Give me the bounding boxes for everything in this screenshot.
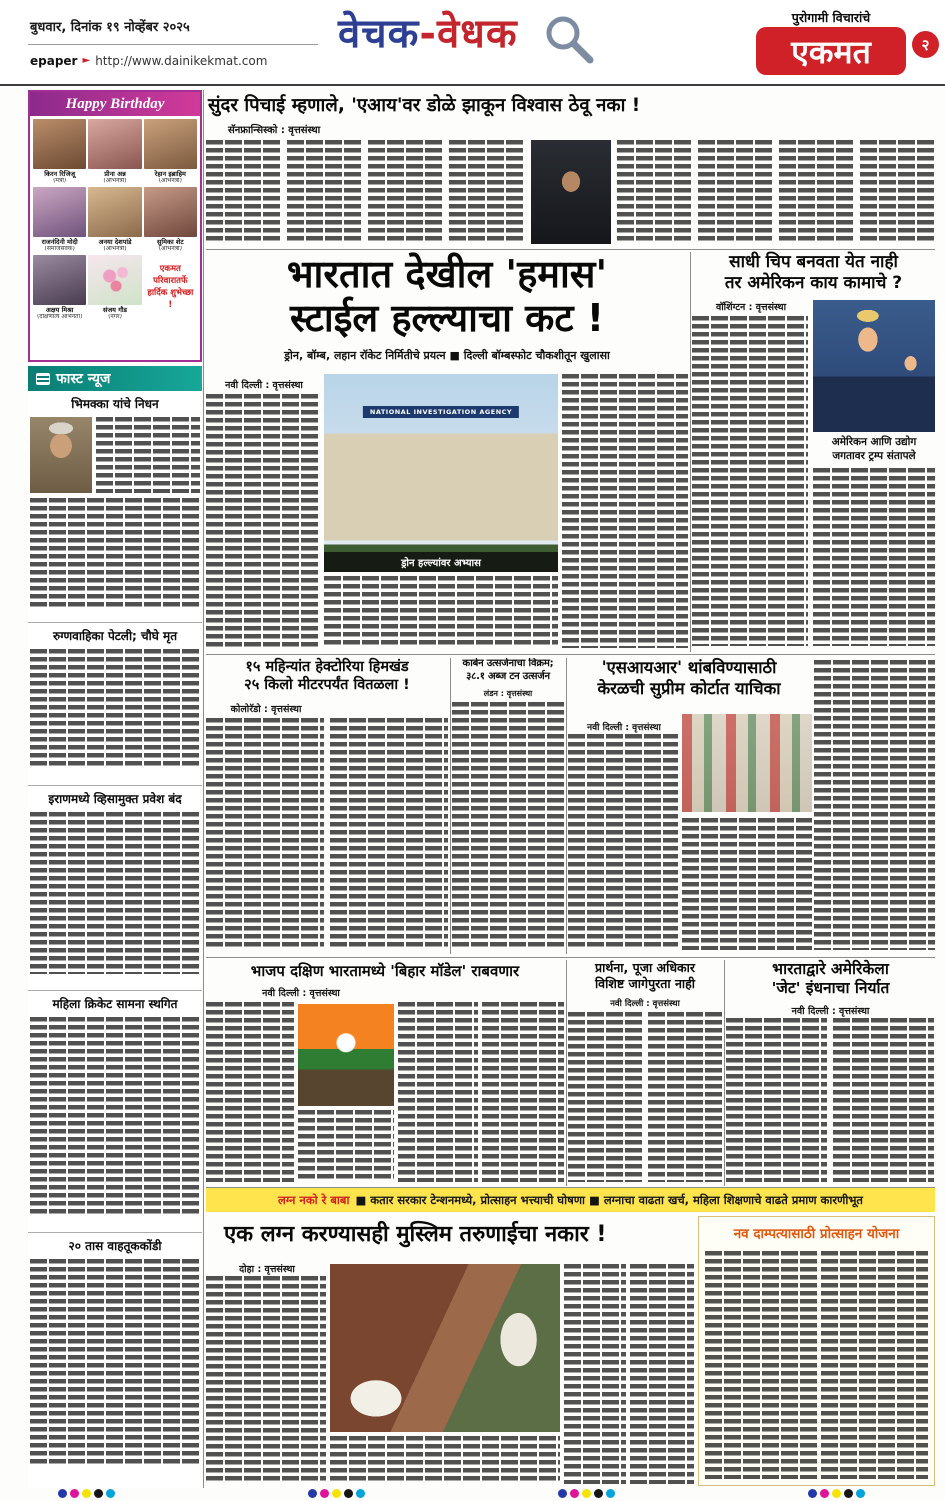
strip-detail-text: ■ कतार सरकार टेन्शनमध्ये, प्रोत्साहन भत्त्याची घोषणा ■ लग्नाचा वाढता खर्च, महिला शिक्षणाचे वाढते प्रमाण कारणीभूत: [355, 1192, 863, 1207]
dateline: नवी दिल्ली : वृत्तसंस्था: [791, 1006, 870, 1017]
dateline: नवी दिल्ली : वृत्तसंस्था: [225, 380, 303, 391]
body-text: [698, 140, 773, 244]
birthday-person-name: सुमिका शेट: [157, 238, 184, 247]
article-headline: [568, 960, 722, 991]
body-text: [298, 1110, 394, 1182]
registration-dot: [856, 1489, 865, 1498]
birthday-person: [88, 187, 141, 253]
fast-news-item: [28, 786, 202, 991]
body-text: [452, 702, 564, 950]
article-headline: [452, 658, 564, 683]
registration-dot: [808, 1489, 817, 1498]
fast-news-title: फास्ट न्यूज: [56, 371, 111, 387]
divider: [206, 249, 935, 250]
body-text: [630, 1264, 694, 1484]
birthday-person-role: (मंत्री): [53, 178, 67, 185]
fast-news-lead: [30, 417, 200, 493]
fast-news-headline: २० तास वाहतूककोंडी: [68, 1239, 162, 1253]
body-text: [206, 394, 320, 648]
fast-news-item: [28, 623, 202, 786]
teaser-strip: [206, 1188, 935, 1212]
epaper-label[interactable]: epaper: [30, 54, 78, 68]
body-text: [324, 576, 558, 648]
date-line: बुधवार, दिनांक १९ नोव्हेंबर २०२५: [30, 20, 190, 35]
body-text: [368, 140, 443, 244]
article-bjp-bihar-model: [206, 960, 564, 1186]
body-text: [398, 1002, 478, 1182]
registration-dot: [820, 1489, 829, 1498]
registration-dot: [106, 1489, 115, 1498]
birthday-person-role: (समाजसेवक): [44, 246, 75, 253]
article-sir-kerala-petition: [568, 658, 935, 954]
dateline: दोहा : वृत्तसंस्था: [239, 1264, 295, 1275]
caption-line-1: अमेरिकन आणि उद्योग: [831, 436, 917, 448]
dateline: सॅनफ्रान्सिस्को : वृत्तसंस्था: [228, 125, 321, 136]
registration-dot: [82, 1489, 91, 1498]
epaper-line: [30, 54, 267, 68]
body-text: [449, 140, 524, 244]
birthday-wish-text: एकमत परिवारातर्फे हार्दिक शुभेच्छा !: [147, 264, 194, 310]
divider: [206, 957, 935, 958]
birthday-portrait-photo: [33, 255, 86, 305]
dateline: कोलोरॅडो : वृत्तसंस्था: [230, 704, 302, 715]
birthday-person-name: राजनंदिनी मोदी: [41, 238, 78, 247]
incentive-scheme-box: [698, 1216, 935, 1486]
body-text: [287, 140, 362, 244]
epaper-arrow-icon: ►: [82, 55, 91, 66]
article-headline: [206, 252, 688, 340]
divider: [206, 654, 935, 655]
article-headline: भाजप दक्षिण भारतामध्ये 'बिहार मॉडेल' राबवणार: [250, 962, 520, 980]
body-text: [562, 374, 688, 648]
registration-dot: [58, 1489, 67, 1498]
body-text: [648, 1012, 722, 1182]
body-text: [30, 812, 200, 974]
brand-tagline: पुरोगामी विचारांचे: [791, 10, 871, 25]
headline-line-1: 'एसआयआर' थांबविण्यासाठी: [601, 658, 777, 677]
body-text: [726, 1018, 827, 1182]
birthday-portrait-photo: [33, 187, 86, 237]
registration-dot: [606, 1489, 615, 1498]
masthead-word-1: वेचक: [338, 11, 420, 57]
fast-news-item: [28, 1233, 202, 1483]
article-headline: [692, 252, 935, 295]
birthday-portrait-photo: [88, 187, 141, 237]
headline-line-1: १५ महिन्यांत हेक्टोरिया हिमखंड: [245, 659, 409, 675]
article-body: [206, 374, 688, 650]
body-text: [482, 1002, 564, 1182]
photo-caption: ड्रोन हल्ल्यांवर अभ्यास: [324, 552, 558, 572]
birthday-person-name: किरन रिजिजू: [44, 170, 76, 178]
fast-news-item: [28, 391, 202, 623]
body-text: [30, 1017, 200, 1216]
headline-line-1: साधी चिप बनवता येत नाही: [729, 252, 898, 272]
birthday-person-name: अनया देशपांडे: [98, 238, 132, 247]
registration-dot: [332, 1489, 341, 1498]
headline-line-2: 'जेट' इंधनाचा निर्यात: [771, 979, 890, 998]
masthead-word-2: वेधक: [436, 11, 518, 57]
divider: [724, 960, 725, 1186]
birthday-person-role: (अभिनेत्री): [103, 246, 127, 253]
photo-bhimakka-portrait: [30, 417, 92, 493]
birthday-person-role: (अभिनेत्री): [103, 178, 127, 185]
article-subhead: ड्रोन, बॉम्ब, लहान रॉकेट निर्मितीचे प्रयत्न ■ दिल्ली बॉम्बस्फोट चौकशीतून खुलासा: [284, 349, 610, 362]
nia-building-sign: NATIONAL INVESTIGATION AGENCY: [363, 406, 519, 418]
birthday-person: [33, 255, 86, 321]
birthday-person-name: अक्षय मिश्रा: [45, 306, 74, 315]
article-pichai-ai: [206, 90, 935, 248]
article-columns: [206, 140, 935, 244]
registration-dot: [94, 1489, 103, 1498]
divider: [28, 44, 318, 45]
strip-lead-text: लग्न नको रे बाबा: [278, 1192, 350, 1207]
article-hamas-style-plot: [206, 252, 688, 652]
photo-sundar-pichai: [531, 140, 611, 244]
registration-dot: [344, 1489, 353, 1498]
article-headline: [568, 658, 810, 699]
photo-wedding-hands: [330, 1264, 560, 1432]
photo-caption: [813, 436, 935, 463]
print-registration-marks: [808, 1489, 865, 1498]
article-jet-fuel-export: [726, 960, 935, 1186]
body-text: [30, 498, 200, 608]
article-headline: [726, 960, 935, 999]
section-masthead: [338, 4, 518, 59]
happy-birthday-title: Happy Birthday: [30, 92, 200, 116]
fast-news-header: [28, 366, 202, 391]
article-marriage-refusal: [206, 1216, 935, 1488]
birthday-person-role: (नगर): [108, 314, 122, 321]
photo-bjp-flag: [298, 1004, 394, 1106]
headline-line-1: कार्बन उत्सर्जनाचा विक्रम;: [462, 658, 554, 669]
photo-donald-trump: [813, 300, 935, 432]
registration-dot: [70, 1489, 79, 1498]
birthday-portrait-photo: [33, 119, 86, 169]
dateline: नवी दिल्ली : वृत्तसंस्था: [610, 999, 680, 1009]
body-text: [705, 1251, 817, 1479]
photo-protest-crowd: [682, 714, 812, 812]
article-prayer-rights: [568, 960, 722, 1186]
photo-nia-building: [324, 374, 558, 572]
body-text: [30, 1259, 200, 1466]
article-carbon-emissions: [452, 658, 564, 954]
body-text: [568, 734, 678, 950]
page-header: [0, 0, 945, 86]
print-registration-marks: [558, 1489, 615, 1498]
registration-dot: [594, 1489, 603, 1498]
registration-dot: [308, 1489, 317, 1498]
epaper-url[interactable]: http://www.dainikekmat.com: [95, 54, 268, 68]
body-text: [206, 718, 324, 950]
article-headline: एक लग्न करण्यासही मुस्लिम तरुणाईचा नकार !: [224, 1222, 607, 1247]
box-title: नव दाम्पत्यासाठी प्रोत्साहन योजना: [733, 1226, 900, 1242]
magnifier-icon: [542, 12, 596, 66]
body-text: [206, 1002, 294, 1182]
registration-dot: [558, 1489, 567, 1498]
headline-line-2: स्टाईल हल्ल्याचा कट !: [289, 296, 605, 341]
body-text: [833, 1018, 934, 1182]
headline-line-1: भारताद्वारे अमेरिकेला: [772, 960, 889, 978]
birthday-person: [88, 119, 141, 185]
headline-line-2: तर अमेरिकन काय कामाचे ?: [724, 273, 903, 294]
body-text: [617, 140, 692, 244]
print-registration-marks: [308, 1489, 365, 1498]
registration-dot: [832, 1489, 841, 1498]
birthday-person-name: रेहान इब्राहिम: [154, 170, 186, 178]
birthday-person: [144, 119, 197, 185]
divider: [450, 658, 451, 954]
body-text: [206, 140, 281, 244]
dateline: वॉशिंग्टन : वृत्तसंस्था: [715, 302, 787, 313]
divider: [203, 90, 204, 1488]
body-text: [206, 1276, 326, 1484]
headline-line-2: २५ किलो मीटरपर्यंत वितळला !: [244, 677, 410, 694]
headline-line-1: प्रार्थना, पूजा अधिकार: [594, 960, 695, 975]
birthday-person-role: (अभिनेत्री): [158, 246, 182, 253]
body-text: [779, 140, 854, 244]
brand-logo: एकमत: [756, 27, 906, 75]
registration-dot: [844, 1489, 853, 1498]
divider: [566, 658, 567, 954]
news-list-icon: [36, 373, 50, 385]
birthday-portrait-photo: [88, 119, 141, 169]
fast-news-headline: इराणमध्ये व्हिसामुक्त प्रवेश बंद: [48, 792, 182, 806]
birthday-person-role: (दक्षिणात्य अभिनेता): [36, 314, 83, 321]
body-text: [330, 718, 448, 950]
body-text: [330, 1436, 560, 1484]
fast-news-headline: रुग्णवाहिका पेटली; चौघे मृत: [52, 629, 178, 643]
body-text: [682, 818, 812, 950]
birthday-person: [33, 119, 86, 185]
headline-line-2: केरळची सुप्रीम कोर्टात याचिका: [597, 678, 781, 698]
fast-news-item: [28, 991, 202, 1233]
dateline: नवी दिल्ली : वृत्तसंस्था: [587, 723, 661, 733]
masthead-separator: -: [419, 11, 437, 57]
caption-line-2: जगतावर ट्रम्प संतापले: [832, 449, 916, 462]
birthday-person-name: प्रीना अन्न: [104, 170, 126, 178]
print-registration-marks: [58, 1489, 115, 1498]
registration-dot: [582, 1489, 591, 1498]
article-chip-trump: [692, 252, 935, 652]
body-text: [96, 417, 200, 493]
body-text: [860, 140, 935, 244]
divider: [566, 960, 567, 1186]
article-glacier-melt: [206, 658, 448, 954]
registration-dot: [356, 1489, 365, 1498]
dateline: लंडन : वृत्तसंस्था: [483, 689, 533, 698]
birthday-portrait-photo: [144, 187, 197, 237]
body-text: [30, 649, 200, 769]
registration-dot: [570, 1489, 579, 1498]
birthday-portrait-photo: [144, 119, 197, 169]
article-headline: सुंदर पिचाई म्हणाले, 'एआय'वर डोळे झाकून विश्वास ठेवू नका !: [208, 95, 641, 116]
happy-birthday-box: [28, 90, 202, 362]
headline-line-2: विशिष्ट जागेपुरता नाही: [594, 975, 696, 991]
birthday-photo-grid: [30, 116, 200, 324]
article-headline: [206, 658, 448, 694]
fast-news-headline: महिला क्रिकेट सामना स्थगित: [52, 997, 178, 1011]
registration-dot: [320, 1489, 329, 1498]
birthday-person: [33, 187, 86, 253]
body-text: [821, 1251, 928, 1479]
page-number-badge: २: [912, 31, 939, 58]
body-text: [814, 660, 935, 950]
headline-line-2: ३८.१ अब्ज टन उत्सर्जन: [466, 670, 550, 682]
divider: [690, 252, 691, 652]
birthday-person-role: (अभिनेत्री): [158, 178, 182, 185]
dateline: नवी दिल्ली : वृत्तसंस्था: [262, 988, 340, 999]
birthday-person: [88, 255, 141, 321]
birthday-person-name: संजय गौड: [102, 306, 128, 315]
fast-news-column: [28, 366, 202, 1488]
flower-bouquet-image: [88, 255, 141, 305]
body-text: [813, 468, 935, 646]
body-text: [568, 1012, 642, 1182]
headline-line-1: भारतात देखील 'हमास': [286, 252, 608, 296]
body-text: [692, 316, 808, 646]
body-text: [564, 1264, 626, 1484]
birthday-person: [144, 187, 197, 253]
fast-news-headline: भिमक्का यांचे निधन: [71, 397, 159, 411]
